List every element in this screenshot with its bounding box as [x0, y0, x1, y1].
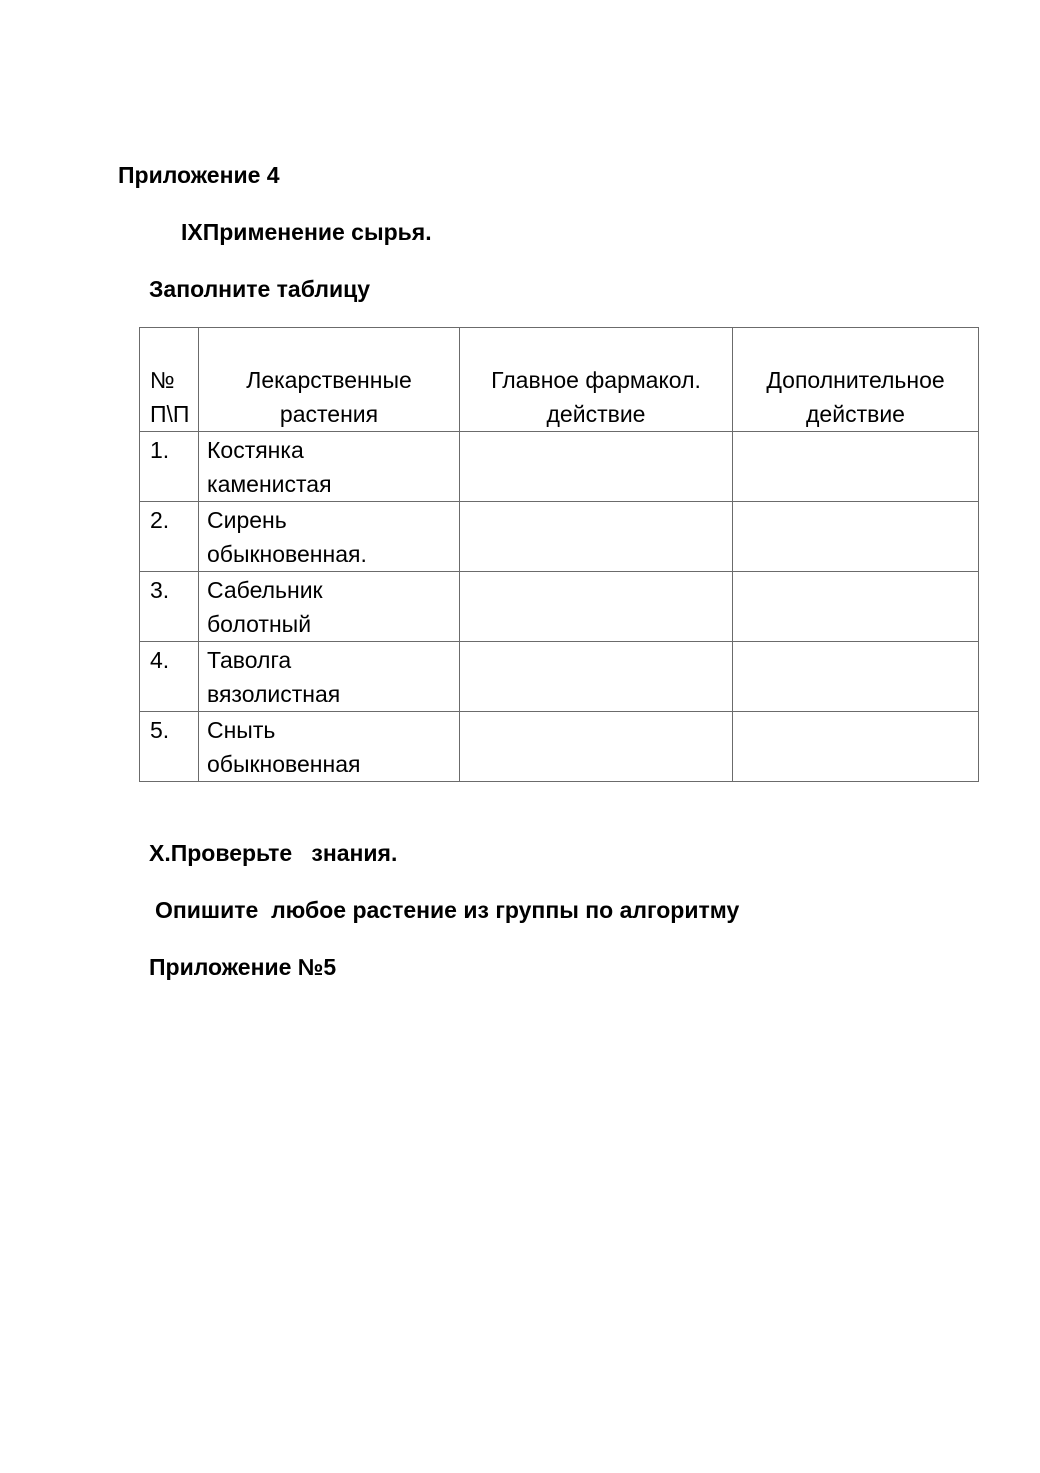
main-action-cell[interactable] [460, 572, 733, 642]
table-header-row [140, 328, 979, 432]
main-action-cell[interactable] [460, 642, 733, 712]
header-extra-action-line1: Дополнительное [766, 367, 945, 393]
extra-action-cell[interactable] [733, 572, 979, 642]
section-x-title: Х.Проверьте знания. [149, 840, 398, 866]
plant-name [199, 572, 460, 642]
header-plants [199, 328, 460, 432]
describe-plant-task: Опишите любое растение из группы по алгоритму [155, 897, 740, 923]
extra-action-cell[interactable] [733, 642, 979, 712]
header-main-action-line1: Главное фармакол. [491, 367, 701, 393]
row-number: 4. [140, 642, 199, 712]
plant-name-line1: Сныть [207, 717, 276, 743]
header-plants-line2: растения [279, 401, 379, 427]
plant-name-line2: каменистая [207, 471, 332, 497]
row-number: 3. [140, 572, 199, 642]
header-extra-action-line2: действие [806, 401, 905, 427]
extra-action-cell[interactable] [733, 502, 979, 572]
plant-name-line1: Сабельник [207, 577, 323, 603]
row-number: 1. [140, 432, 199, 502]
row-number: 2. [140, 502, 199, 572]
plant-name [199, 432, 460, 502]
header-plants-line1: Лекарственные [246, 367, 412, 393]
fill-table-instruction: Заполните таблицу [149, 276, 371, 302]
plant-name [199, 502, 460, 572]
table-row [140, 432, 979, 502]
appendix-title: Приложение 4 [118, 162, 280, 188]
plant-name-line2: вязолистная [207, 681, 341, 707]
row-number: 5. [140, 712, 199, 782]
plant-name-line2: обыкновенная [207, 751, 361, 777]
extra-action-cell[interactable] [733, 712, 979, 782]
header-extra-action [733, 328, 979, 432]
main-action-cell[interactable] [460, 712, 733, 782]
main-action-cell[interactable] [460, 432, 733, 502]
plant-name-line1: Сирень [207, 507, 287, 533]
plant-name [199, 712, 460, 782]
section-ix-title: IXПрименение сырья. [181, 219, 432, 245]
appendix-reference: Приложение №5 [149, 954, 337, 980]
header-number-line1: № [150, 367, 175, 393]
header-main-action-line2: действие [546, 401, 646, 427]
table-row [140, 642, 979, 712]
plant-name [199, 642, 460, 712]
table-row [140, 502, 979, 572]
header-main-action [460, 328, 733, 432]
plants-table [139, 327, 979, 782]
extra-action-cell[interactable] [733, 432, 979, 502]
plant-name-line2: болотный [207, 611, 312, 637]
plant-name-line1: Таволга [207, 647, 292, 673]
plant-name-line1: Костянка [207, 437, 304, 463]
header-number-line2: П\П [150, 401, 190, 427]
table-row [140, 712, 979, 782]
main-action-cell[interactable] [460, 502, 733, 572]
header-number [140, 328, 199, 432]
table-row [140, 572, 979, 642]
plant-name-line2: обыкновенная. [207, 541, 367, 567]
